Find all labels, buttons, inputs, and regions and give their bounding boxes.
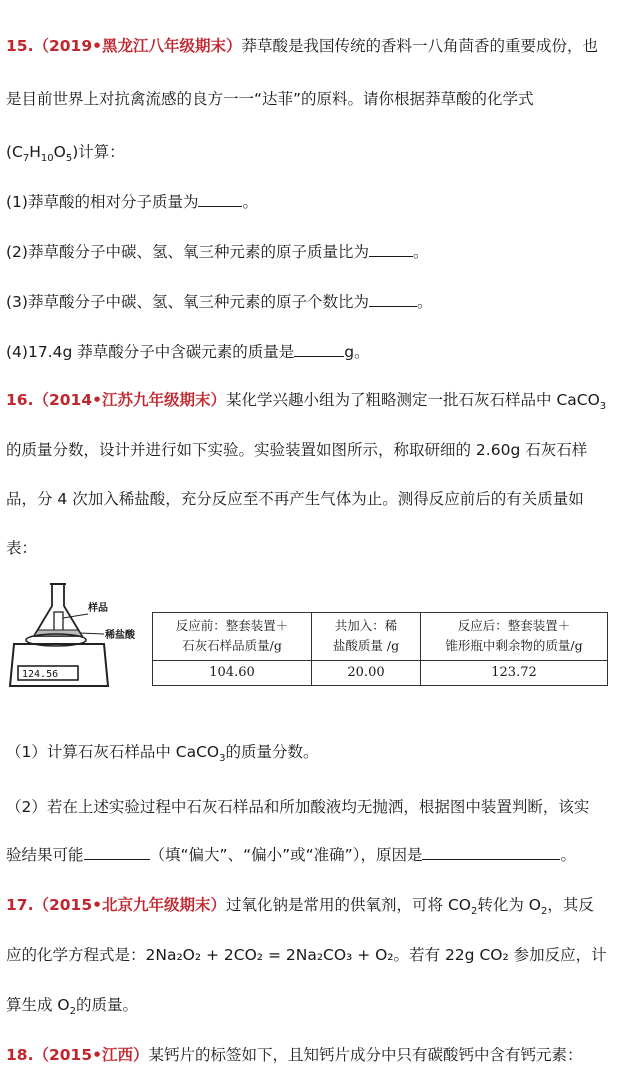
- mass-data-table: [152, 612, 608, 686]
- q16-line-2: 的质量分数，设计并进行如下实验。实验装置如图所示，称取研细的 2.60g 石灰石样: [6, 441, 588, 459]
- answer-blank[interactable]: [422, 843, 560, 860]
- label-acid: 稀盐酸: [105, 630, 135, 641]
- q15-formula-line: [6, 140, 634, 164]
- answer-blank[interactable]: [369, 290, 417, 307]
- q17-stem-b: 转化为 O: [477, 896, 541, 914]
- q16-part-2-line-1: （2）若在上述实验过程中石灰石样品和所加酸液均无抛洒，根据图中装置判断，该实: [6, 798, 590, 816]
- q17-sub-2: 2: [540, 906, 548, 918]
- q15-part-1-text: (1)莽草酸的相对分子质量为: [6, 193, 199, 211]
- q16-sub-3: 3: [599, 401, 607, 413]
- formula-o: O: [53, 143, 66, 161]
- q16-part-2-lead: 验结果可能: [6, 846, 84, 864]
- q18-line-1: [6, 1043, 634, 1067]
- sample-pointer: [63, 614, 88, 618]
- table-header-row: [153, 613, 608, 661]
- formula-h: H: [29, 143, 41, 161]
- q15-part-1: [6, 190, 634, 214]
- answer-blank[interactable]: [369, 240, 413, 257]
- q15-part-4-text: (4)17.4g 莽草酸分子中含碳元素的质量是: [6, 343, 295, 361]
- acid-pointer: [80, 633, 104, 634]
- q17-stem-c: ，其反: [547, 896, 594, 914]
- q18-stem: 某钙片的标签如下，且知钙片成分中只有碳酸钙中含有钙元素：: [148, 1046, 583, 1064]
- q17-sub-1: 2: [470, 906, 478, 918]
- header-before-line-2: 石灰石样品质量/g: [182, 638, 282, 654]
- q16-part-1-text: （1）计算石灰石样品中 CaCO: [6, 743, 220, 761]
- apparatus-figure: [8, 578, 148, 698]
- q16-line-1: [6, 388, 634, 412]
- q16-line-3: 品，分 4 次加入稀盐酸，充分反应至不再产生气体为止。测得反应前后的有关质量如: [6, 490, 584, 508]
- q15-part-4: [6, 340, 634, 364]
- q15-part-3: [6, 290, 634, 314]
- formula-close: )计算：: [72, 143, 125, 161]
- answer-blank[interactable]: [84, 843, 150, 860]
- q17-heading: 17.（2015•北京九年级期末）: [6, 896, 227, 914]
- q16-part-1-end: 的质量分数。: [225, 743, 319, 761]
- answer-blank[interactable]: [294, 340, 344, 357]
- display-reading: 124.56: [22, 669, 59, 680]
- q16-line-4: 表：: [6, 539, 38, 557]
- balance-flask-illustration: [8, 578, 148, 698]
- q16-stem-1: 某化学兴趣小组为了粗略测定一批石灰石样品中 CaCO: [226, 391, 600, 409]
- header-before: [153, 613, 312, 661]
- header-acid: [312, 613, 421, 661]
- header-acid-line-1: 共加入：稀: [334, 618, 398, 634]
- q17-line-3-b: 的质量。: [76, 996, 139, 1014]
- formula-c-sub: 7: [22, 153, 30, 165]
- q15-part-2-text: (2)莽草酸分子中碳、氢、氧三种元素的原子质量比为: [6, 243, 369, 261]
- q16-part-1: [6, 740, 634, 764]
- q15-part-3-text: (3)莽草酸分子中碳、氢、氧三种元素的原子个数比为: [6, 293, 369, 311]
- q15-part-2-end: 。: [412, 243, 429, 261]
- label-sample: 样品: [88, 603, 108, 614]
- table-row: [153, 660, 608, 685]
- header-after-line-1: 反应后：整套装置＋: [457, 618, 571, 634]
- header-after-line-2: 锥形瓶中剩余物的质量/g: [445, 638, 583, 654]
- q15-heading: 15.（2019•黑龙江八年级期末）: [6, 37, 242, 55]
- q15-line-1: [6, 34, 634, 58]
- header-after: [421, 613, 608, 661]
- value-after: 123.72: [421, 660, 608, 685]
- answer-blank[interactable]: [198, 190, 242, 207]
- q17-line-3-a: 算生成 O: [6, 996, 70, 1014]
- q17-line-3: [6, 993, 634, 1017]
- q18-heading: 18.（2015•江西）: [6, 1046, 149, 1064]
- q16-part-2-line-2: [6, 843, 634, 867]
- q17-line-2: 应的化学方程式是：2Na₂O₂ + 2CO₂ = 2Na₂CO₃ + O₂。若有 22g CO₂ 参加反应，计: [6, 946, 607, 964]
- q17-line-1: [6, 893, 634, 917]
- q15-part-2: [6, 240, 634, 264]
- value-before: 104.60: [153, 660, 312, 685]
- q17-line-3-sub: 2: [69, 1006, 77, 1018]
- formula-open: (C: [6, 143, 23, 161]
- formula-o-sub: 5: [65, 153, 73, 165]
- value-acid: 20.00: [312, 660, 421, 685]
- q16-part-2-end: 。: [560, 846, 576, 864]
- q15-part-1-end: 。: [242, 193, 258, 211]
- q16-part-1-sub: 3: [219, 753, 226, 765]
- conical-flask: [34, 584, 82, 636]
- q15-part-4-end: g。: [344, 343, 370, 361]
- q17-stem-a: 过氧化钠是常用的供氧剂，可将 CO: [226, 896, 471, 914]
- q15-part-3-end: 。: [416, 293, 433, 311]
- q15-stem-1: 莽草酸是我国传统的香料一八角茴香的重要成份，也: [241, 37, 599, 55]
- formula-h-sub: 10: [40, 153, 54, 165]
- q16-part-2-mid: （填“偏大”、“偏小”或“准确”），原因是: [149, 846, 423, 864]
- q16-heading: 16.（2014•江苏九年级期末）: [6, 391, 227, 409]
- header-acid-line-2: 盐酸质量 /g: [332, 638, 400, 654]
- q15-line-2: 是目前世界上对抗禽流感的良方一一“达菲”的原料。请你根据莽草酸的化学式: [6, 90, 534, 108]
- header-before-line-1: 反应前：整套装置＋: [175, 618, 289, 634]
